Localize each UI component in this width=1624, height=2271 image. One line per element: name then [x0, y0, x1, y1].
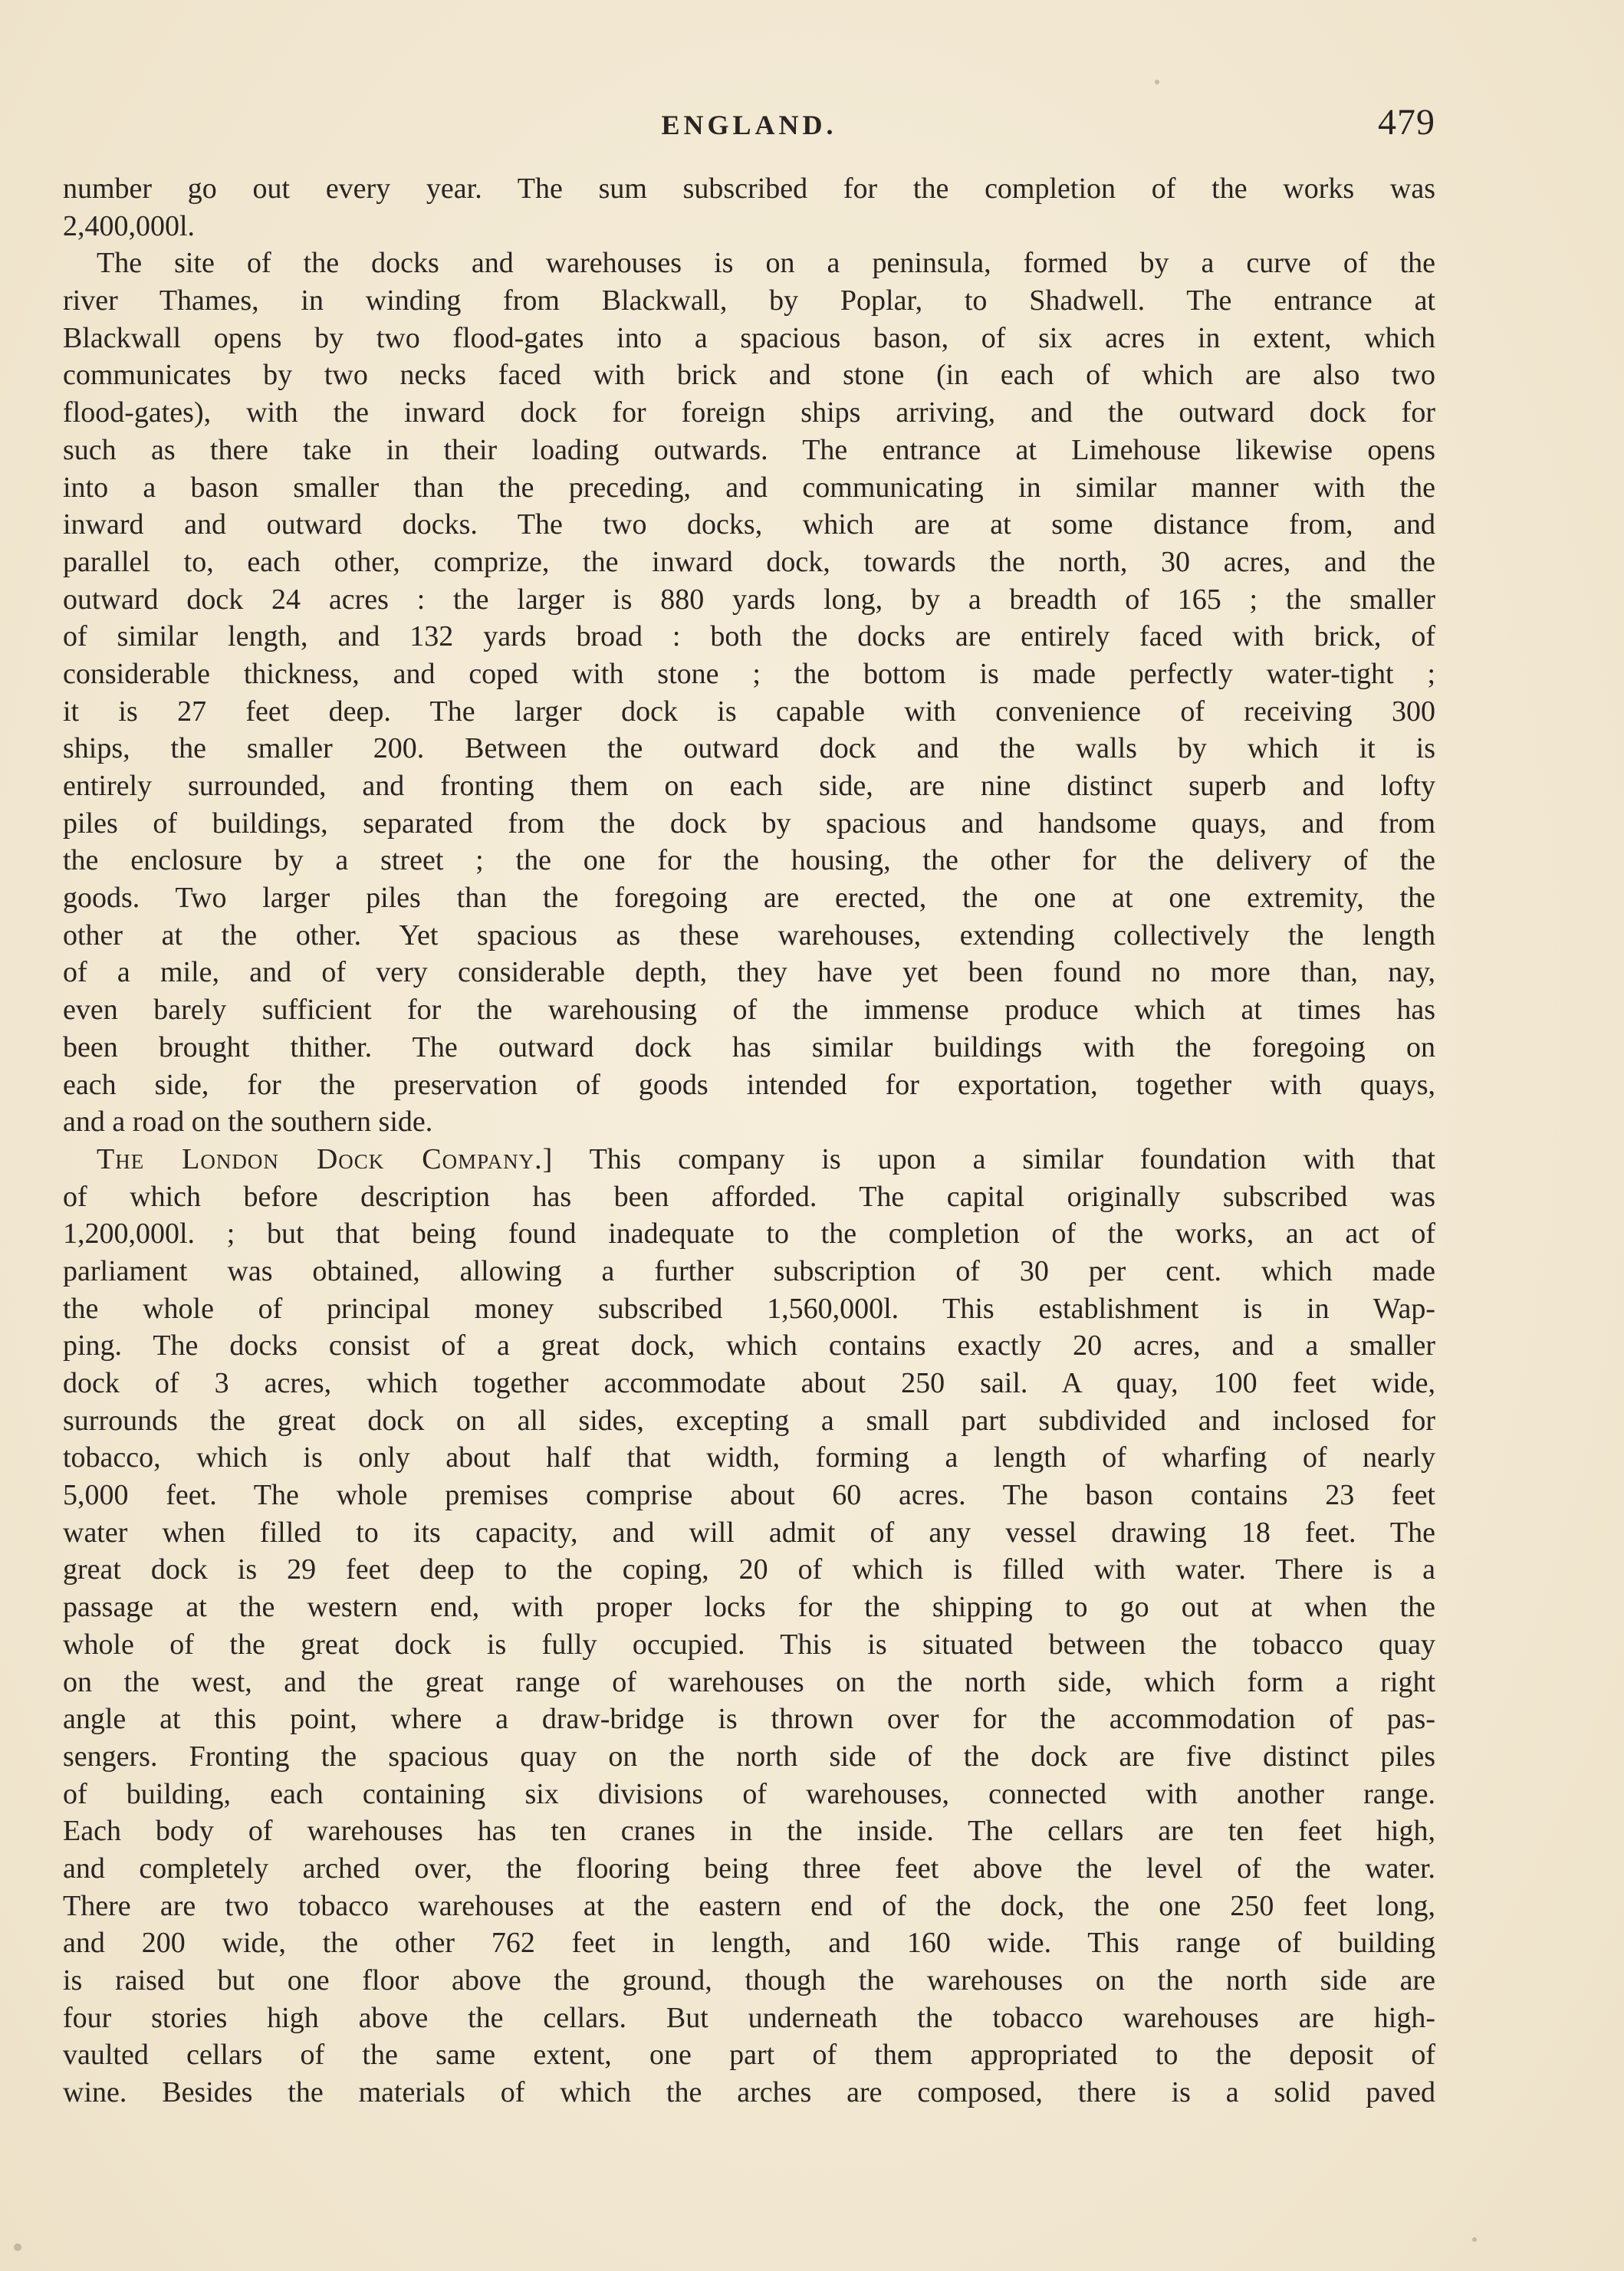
text-line: four stories high above the cellars. But underneath the tobacco warehouses are high- — [63, 2001, 1435, 2034]
text-line: of which before description has been afforded. The capital originally subscribed was — [63, 1180, 1435, 1213]
text-line: communicates by two necks faced with brick and stone (in each of which are also two — [63, 359, 1435, 392]
text-line: whole of the great dock is fully occupied. This is situated between the tobacco quay — [63, 1628, 1435, 1661]
text-line: the whole of principal money subscribed 1,560,000l. This establishment is in Wap- — [63, 1292, 1435, 1325]
text-line — [63, 1141, 1435, 1178]
text-line: and 200 wide, the other 762 feet in length, and 160 wide. This range of building — [63, 1927, 1435, 1960]
text-line: wine. Besides the materials of which the arches are composed, there is a solid paved — [63, 2076, 1435, 2109]
text-line: flood-gates), with the inward dock for foreign ships arriving, and the outward dock for — [63, 396, 1435, 429]
text-line: water when filled to its capacity, and will admit of any vessel drawing 18 feet. The — [63, 1516, 1435, 1549]
text-line — [63, 2112, 1435, 2149]
running-head — [63, 101, 1435, 147]
text-line: tobacco, which is only about half that width, forming a length of wharfing of nearly — [63, 1441, 1435, 1474]
text-line: on the west, and the great range of warehouses on the north side, which form a right — [63, 1665, 1435, 1698]
section-heading: The London Dock Company.] — [97, 1142, 554, 1175]
text-line: There are two tobacco warehouses at the eastern end of the dock, the one 250 feet long, — [63, 1889, 1435, 1922]
text-line: Blackwall opens by two flood-gates into a spacious bason, of six acres in extent, which — [63, 321, 1435, 354]
text-line: and completely arched over, the flooring being three feet above the level of the water. — [63, 1852, 1435, 1885]
paper-speck — [14, 2243, 21, 2251]
text-line: 2,400,000l. — [63, 209, 196, 242]
paper-speck — [1472, 2237, 1477, 2242]
text-line: of building, each containing six divisions of warehouses, connected with another range. — [63, 1777, 1435, 1810]
text-line: parallel to, each other, comprize, the inward dock, towards the north, 30 acres, and the — [63, 545, 1435, 578]
body-text — [63, 170, 1435, 2148]
text-line-rest: This company is upon a similar foundation with that — [589, 1142, 1435, 1175]
paper-speck — [1155, 80, 1159, 84]
text-line: river Thames, in winding from Blackwall, by Poplar, to Shadwell. The entrance at — [63, 284, 1435, 317]
text-line: entirely surrounded, and fronting them on each side, are nine distinct superb and lofty — [63, 770, 1435, 802]
text-line: sengers. Fronting the spacious quay on the north side of the dock are five distinct piles — [63, 1740, 1435, 1773]
text-line: and a road on the southern side. — [63, 1106, 433, 1139]
text-line: the enclosure by a street ; the one for the housing, the other for the delivery of the — [63, 844, 1435, 877]
text-line: ships, the smaller 200. Between the outward dock and the walls by which it is — [63, 732, 1435, 765]
text-line: inward and outward docks. The two docks, which are at some distance from, and — [63, 508, 1435, 541]
text-line: 5,000 feet. The whole premises comprise about 60 acres. The bason contains 23 feet — [63, 1479, 1435, 1512]
text-line: other at the other. Yet spacious as these warehouses, extending collectively the length — [63, 919, 1435, 951]
text-line: piles of buildings, separated from the dock by spacious and handsome quays, and from — [63, 807, 1435, 840]
text-line: vaulted cellars of the same extent, one part of them appropriated to the deposit of — [63, 2039, 1435, 2072]
text-line: dock of 3 acres, which together accommodate about 250 sail. A quay, 100 feet wide, — [63, 1367, 1435, 1399]
text-line: it is 27 feet deep. The larger dock is capable with convenience of receiving 300 — [63, 695, 1435, 728]
text-line: ping. The docks consist of a great dock, which contains exactly 20 acres, and a smaller — [63, 1329, 1435, 1362]
text-line: even barely sufficient for the warehousing of the immense produce which at times has — [63, 994, 1435, 1027]
text-line: parliament was obtained, allowing a further subscription of 30 per cent. which made — [63, 1254, 1435, 1287]
text-line: surrounds the great dock on all sides, excepting a small part subdivided and inclosed for — [63, 1404, 1435, 1437]
text-line: into a bason smaller than the preceding, and communicating in similar manner with the — [63, 471, 1435, 504]
text-line: goods. Two larger piles than the foregoing are erected, the one at one extremity, the — [63, 882, 1435, 915]
text-line: 1,200,000l. ; but that being found inadequate to the completion of the works, an act of — [63, 1218, 1435, 1251]
text-line: been brought thither. The outward dock has similar buildings with the foregoing on — [63, 1030, 1435, 1063]
text-line: of a mile, and of very considerable depth, they have yet been found no more than, nay, — [63, 956, 1435, 989]
text-line: angle at this point, where a draw-bridge is thrown over for the accommodation of pas- — [63, 1703, 1435, 1736]
text-line: is raised but one floor above the ground, though the warehouses on the north side are — [63, 1964, 1435, 1997]
text-line: The site of the docks and warehouses is on a peninsula, formed by a curve of the — [97, 247, 1435, 280]
text-line: outward dock 24 acres : the larger is 880 yards long, by a breadth of 165 ; the smaller — [63, 583, 1435, 616]
page-number: 479 — [1378, 102, 1435, 143]
text-line: each side, for the preservation of goods intended for exportation, together with quays, — [63, 1068, 1435, 1101]
text-line: such as there take in their loading outwards. The entrance at Limehouse likewise opens — [63, 433, 1435, 466]
text-line: considerable thickness, and coped with stone ; the bottom is made perfectly water-tight ; — [63, 657, 1435, 690]
text-line: passage at the western end, with proper locks for the shipping to go out at when the — [63, 1591, 1435, 1624]
text-line: of similar length, and 132 yards broad : both the docks are entirely faced with brick, of — [63, 620, 1435, 653]
text-line: great dock is 29 feet deep to the coping, 20 of which is filled with water. There is a — [63, 1553, 1435, 1586]
text-line: number go out every year. The sum subscribed for the completion of the works was — [63, 173, 1435, 205]
running-title: ENGLAND. — [661, 110, 837, 140]
text-line: Each body of warehouses has ten cranes in the inside. The cellars are ten feet high, — [63, 1815, 1435, 1848]
